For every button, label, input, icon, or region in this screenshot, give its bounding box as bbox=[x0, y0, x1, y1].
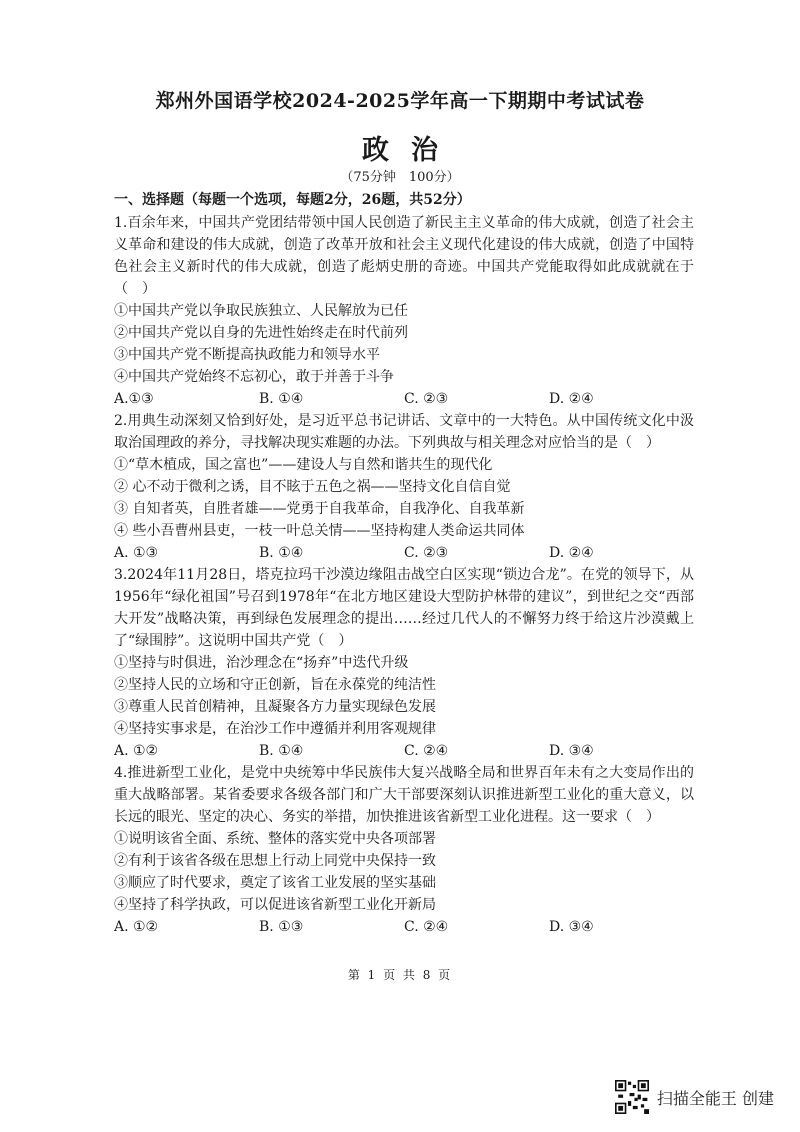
choice-d: D. ③④ bbox=[549, 743, 594, 759]
choice-c: C. ②③ bbox=[404, 545, 449, 561]
statement-item: ③尊重人民首创精神，且凝聚各方力量实现绿色发展 bbox=[114, 699, 436, 715]
question-1 bbox=[114, 212, 694, 410]
statement-item: ②中国共产党以自身的先进性始终走在时代前列 bbox=[114, 325, 408, 341]
choice-b: B. ①④ bbox=[259, 743, 304, 759]
statement-item: ④ 些小吾曹州县吏，一枝一叶总关情——坚持构建人类命运共同体 bbox=[114, 523, 525, 539]
statement-item: ②有利于该省各级在思想上行动上同党中央保持一致 bbox=[114, 853, 436, 869]
scanner-watermark bbox=[615, 1080, 774, 1114]
question-3 bbox=[114, 564, 694, 762]
choice-d: D. ②④ bbox=[549, 391, 594, 407]
question-stem: 2.用典生动深刻又恰到好处，是习近平总书记讲话、文章中的一大特色。从中国传统文化中汲取治国理政的养分，寻找解决现实难题的办法。下列典故与相关理念对应恰当的是（ ） bbox=[114, 413, 694, 451]
exam-meta: （75分钟 100分） bbox=[340, 170, 460, 185]
choice-a: A.①③ bbox=[114, 391, 154, 407]
subject-title: 政治 bbox=[362, 135, 460, 166]
choice-b: B. ①③ bbox=[259, 919, 304, 935]
statement-item: ③中国共产党不断提高执政能力和领导水平 bbox=[114, 347, 380, 363]
statement-item: ①坚持与时俱进，治沙理念在“扬弃”中迭代升级 bbox=[114, 655, 409, 671]
statement-item: ④坚持了科学执政，可以促进该省新型工业化开新局 bbox=[114, 897, 436, 913]
statement-item: ④中国共产党始终不忘初心，敢于并善于斗争 bbox=[114, 369, 394, 385]
statement-item: ①中国共产党以争取民族独立、人民解放为已任 bbox=[114, 303, 408, 319]
choice-a: A. ①③ bbox=[114, 545, 159, 561]
statement-item: ③顺应了时代要求，奠定了该省工业发展的坚实基础 bbox=[114, 875, 436, 891]
choice-a: A. ①② bbox=[114, 743, 159, 759]
exam-title: 郑州外国语学校2024-2025学年高一下期期中考试试卷 bbox=[155, 90, 645, 112]
question-body bbox=[114, 190, 694, 938]
choice-b: B. ①④ bbox=[259, 391, 304, 407]
choice-b: B. ①④ bbox=[259, 545, 304, 561]
answer-choices bbox=[114, 542, 694, 564]
statement-item: ④坚持实事求是，在治沙工作中遵循并利用客观规律 bbox=[114, 721, 436, 737]
question-stem: 1.百余年来，中国共产党团结带领中国人民创造了新民主主义革命的伟大成就，创造了社会主义革命和建设的伟大成就，创造了改革开放和社会主义现代化建设的伟大成就，创造了中国特色社会主义新时代的伟大成就，创造了彪炳史册的奇迹。中国共产党能取得如此成就就在于（ ） bbox=[114, 215, 694, 297]
question-stem: 3.2024年11月28日，塔克拉玛干沙漠边缘阻击战空白区实现“锁边合龙”。在党的领导下，从1956年“绿化祖国”号召到1978年“在北方地区建设大型防护林带的建议”，到世纪之交“西部大开发”战略决策，再到绿色发展理念的提出……经过几代人的不懈努力终于给这片沙漠戴上了“绿围脖”。这说明中国共产党（ ） bbox=[114, 567, 694, 649]
statement-item: ①“草木植成，国之富也”——建设人与自然和谐共生的现代化 bbox=[114, 457, 493, 473]
choice-d: D. ②④ bbox=[549, 545, 594, 561]
statement-item: ② 心不动于微利之诱，目不眩于五色之祸——坚持文化自信自觉 bbox=[114, 479, 511, 495]
question-2 bbox=[114, 410, 694, 564]
answer-choices bbox=[114, 916, 694, 938]
statement-item: ①说明该省全面、系统、整体的落实党中央各项部署 bbox=[114, 831, 436, 847]
choice-d: D. ③④ bbox=[549, 919, 594, 935]
section-heading: 一、选择题（每题一个选项，每题2分，26题，共52分） bbox=[114, 192, 471, 208]
statement-item: ②坚持人民的立场和守正创新，旨在永葆党的纯洁性 bbox=[114, 677, 436, 693]
statement-item: ③ 自知者英，自胜者雄——党勇于自我革命，自我净化、自我革新 bbox=[114, 501, 525, 517]
question-4 bbox=[114, 762, 694, 938]
answer-choices bbox=[114, 388, 694, 410]
page-number: 第 1 页 共 8 页 bbox=[347, 968, 453, 982]
choice-c: C. ②③ bbox=[404, 391, 449, 407]
choice-c: C. ②④ bbox=[404, 919, 449, 935]
question-stem: 4.推进新型工业化，是党中央统筹中华民族伟大复兴战略全局和世界百年未有之大变局作出的重大战略部署。某省委要求各级各部门和广大干部要深刻认识推进新型工业化的重大意义，以长远的眼光、坚定的决心、务实的举措，加快推进该省新型工业化进程。这一要求（ ） bbox=[114, 765, 694, 825]
choice-a: A. ①② bbox=[114, 919, 159, 935]
answer-choices bbox=[114, 740, 694, 762]
watermark-text: 扫描全能王 创建 bbox=[656, 1088, 774, 1108]
qr-code-icon bbox=[615, 1080, 649, 1114]
choice-c: C. ②④ bbox=[404, 743, 449, 759]
